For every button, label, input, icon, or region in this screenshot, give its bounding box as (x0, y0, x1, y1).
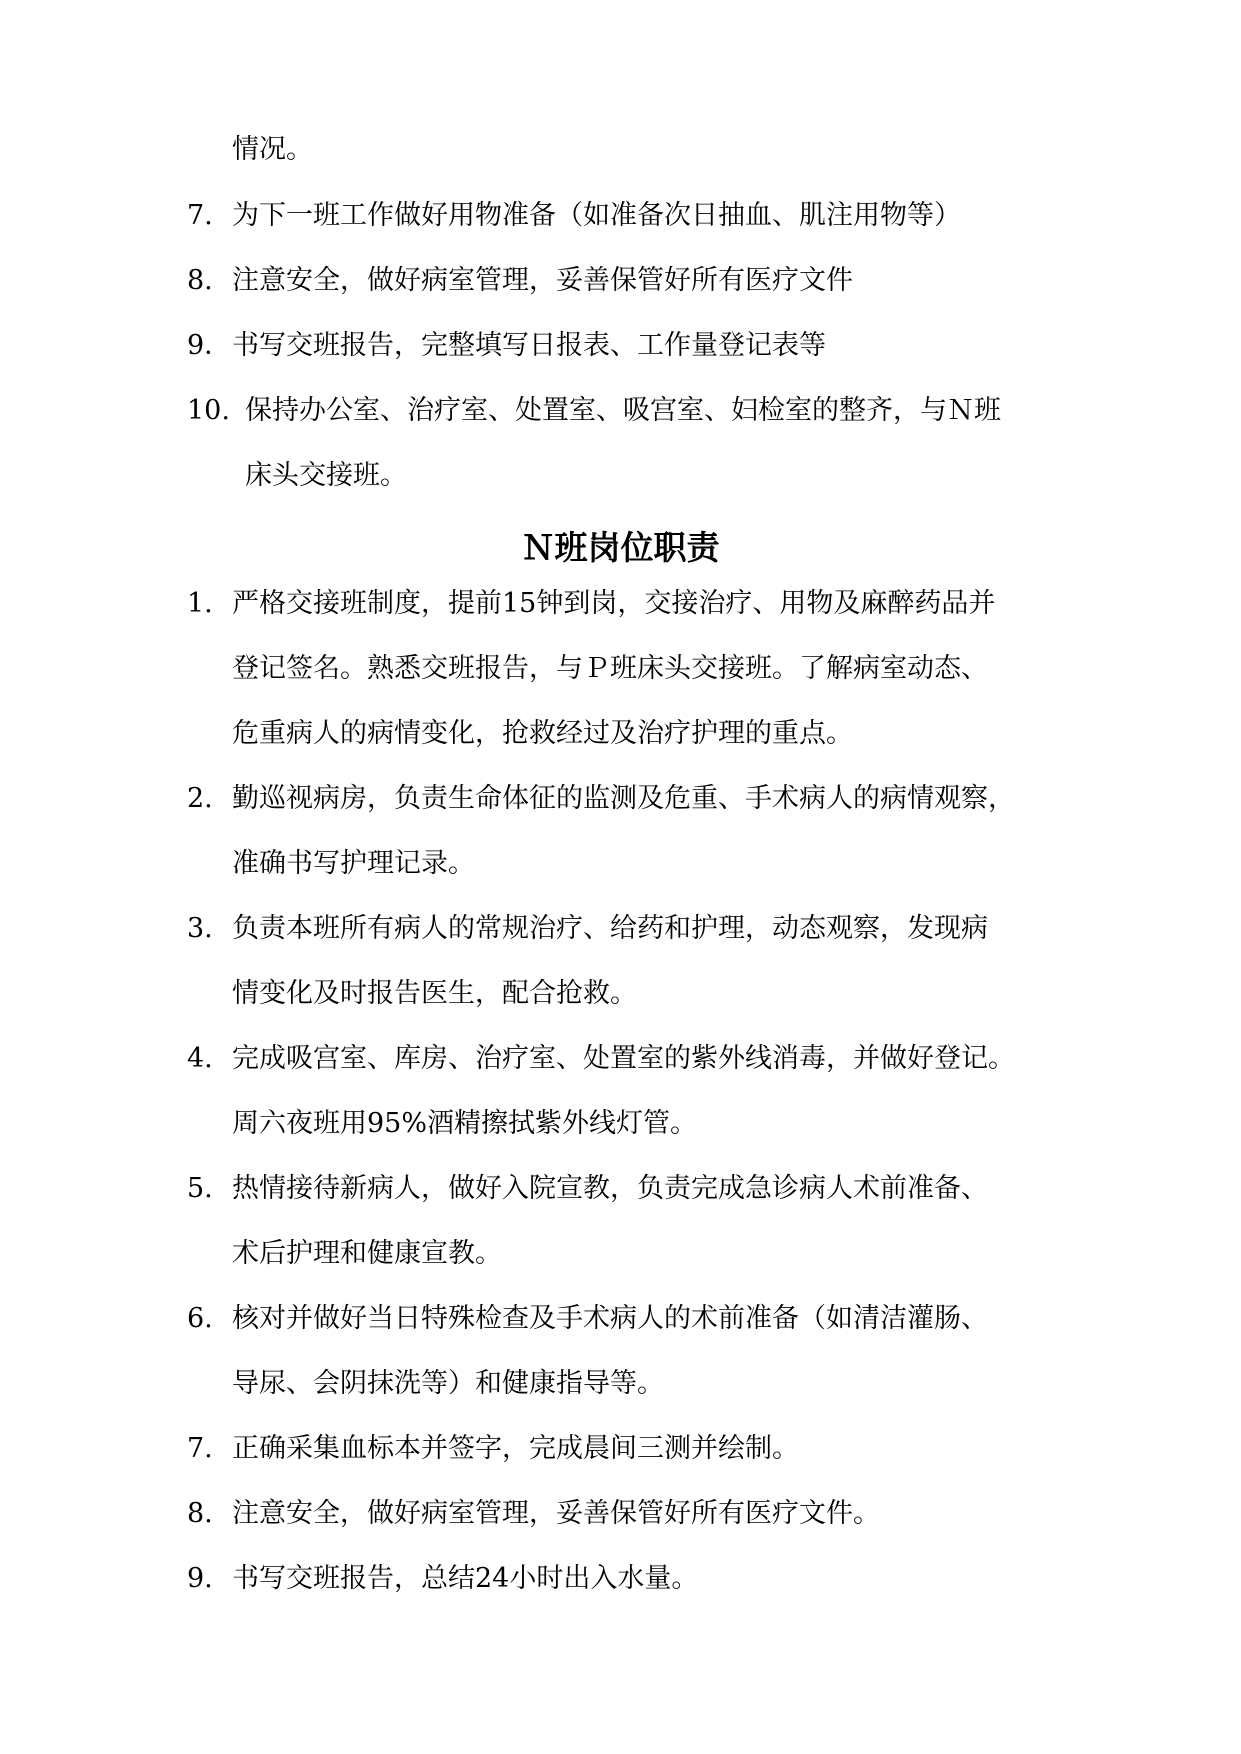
item-text: 床头交接班。 (245, 460, 407, 491)
item-text: 准确书写护理记录。 (232, 848, 475, 879)
item-text: 正确采集血标本并签字，完成晨间三测并绘制。 (232, 1433, 799, 1464)
item-text: 核对并做好当日特殊检查及手术病人的术前准备（如清洁灌肠、 (232, 1303, 988, 1334)
item-number: 6. (187, 1303, 213, 1334)
item-number: 7. (187, 1433, 213, 1464)
item-text: 书写交班报告，总结24小时出入水量。 (232, 1563, 699, 1594)
item-text: 保持办公室、治疗室、处置室、吸宫室、妇检室的整齐，与Ｎ班 (245, 395, 1001, 426)
item-number: 3. (187, 913, 213, 944)
item-text: 热情接待新病人，做好入院宣教，负责完成急诊病人术前准备、 (232, 1173, 988, 1204)
item-number: 9. (187, 1563, 213, 1594)
item-text: 注意安全，做好病室管理，妥善保管好所有医疗文件。 (232, 1498, 880, 1529)
item-number: 8. (187, 265, 213, 296)
item-number: 7. (187, 200, 213, 231)
item-text: 导尿、会阴抹洗等）和健康指导等。 (232, 1368, 664, 1399)
item-text: 勤巡视病房，负责生命体征的监测及危重、手术病人的病情观察， (232, 783, 1015, 814)
section-title: Ｎ班岗位职责 (521, 528, 720, 567)
item-text: 完成吸宫室、库房、治疗室、处置室的紫外线消毒，并做好登记。 (232, 1043, 1015, 1074)
item-text: 术后护理和健康宣教。 (232, 1238, 502, 1269)
item-text: 负责本班所有病人的常规治疗、给药和护理，动态观察，发现病 (232, 913, 988, 944)
item-text: 为下一班工作做好用物准备（如准备次日抽血、肌注用物等） (232, 200, 961, 231)
continuation-text: 情况。 (232, 134, 313, 165)
item-number: 9． (187, 330, 232, 361)
item-text: 书写交班报告，完整填写日报表、工作量登记表等 (232, 330, 826, 361)
item-number: 5. (187, 1173, 213, 1204)
item-number: 10. (187, 395, 230, 426)
item-number: 4. (187, 1043, 213, 1074)
item-text: 情变化及时报告医生，配合抢救。 (232, 978, 637, 1009)
item-number: 1. (187, 588, 213, 619)
item-number: 2. (187, 783, 213, 814)
item-text: 严格交接班制度，提前15钟到岗，交接治疗、用物及麻醉药品并 (232, 588, 996, 619)
item-text: 登记签名。熟悉交班报告，与Ｐ班床头交接班。了解病室动态、 (232, 653, 988, 684)
item-text: 注意安全，做好病室管理，妥善保管好所有医疗文件 (232, 265, 853, 296)
item-text: 危重病人的病情变化，抢救经过及治疗护理的重点。 (232, 718, 853, 749)
item-text: 周六夜班用95%酒精擦拭紫外线灯管。 (232, 1108, 698, 1139)
item-number: 8. (187, 1498, 213, 1529)
